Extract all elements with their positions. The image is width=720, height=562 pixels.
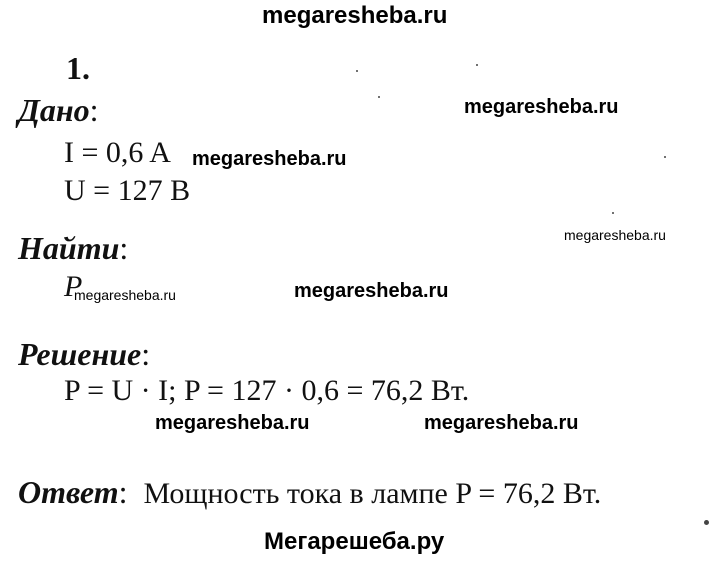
watermark-lower-right: megaresheba.ru <box>424 412 579 434</box>
given-line-voltage: U = 127 В <box>64 174 191 207</box>
watermark-right: megaresheba.ru <box>464 96 619 118</box>
answer-block <box>18 474 601 511</box>
given-heading <box>18 92 99 129</box>
watermark-lower-left: megaresheba.ru <box>155 412 310 434</box>
watermark-inline: megaresheba.ru <box>192 148 347 170</box>
scan-speck <box>612 212 614 214</box>
watermark-top: megaresheba.ru <box>262 2 448 29</box>
find-heading-text: Найти <box>18 230 120 266</box>
scan-speck <box>378 96 380 98</box>
answer-colon: : <box>118 474 128 510</box>
given-heading-text: Дано <box>18 92 90 128</box>
given-line-current: I = 0,6 A <box>64 136 171 169</box>
scan-speck <box>356 70 358 72</box>
solution-heading <box>18 336 150 373</box>
watermark-right-small: megaresheba.ru <box>564 227 666 243</box>
scan-speck <box>664 156 666 158</box>
find-variable: P <box>64 270 83 303</box>
solution-colon: : <box>141 336 151 372</box>
find-colon: : <box>119 230 129 266</box>
given-colon: : <box>89 92 99 128</box>
watermark-bottom: Мегарешеба.ру <box>264 528 445 555</box>
answer-text: Мощность тока в лампе P = 76,2 Вт. <box>143 477 602 510</box>
solution-formula: P = U · I; P = 127 · 0,6 = 76,2 Вт. <box>64 374 470 407</box>
find-heading <box>18 230 128 267</box>
watermark-center: megaresheba.ru <box>294 280 449 302</box>
watermark-after-p: megaresheba.ru <box>74 287 176 303</box>
answer-heading-text: Ответ <box>18 474 119 510</box>
scan-speck <box>476 64 478 66</box>
solution-heading-text: Решение <box>18 336 142 372</box>
scan-speck <box>704 520 709 525</box>
problem-number: 1. <box>66 50 90 86</box>
